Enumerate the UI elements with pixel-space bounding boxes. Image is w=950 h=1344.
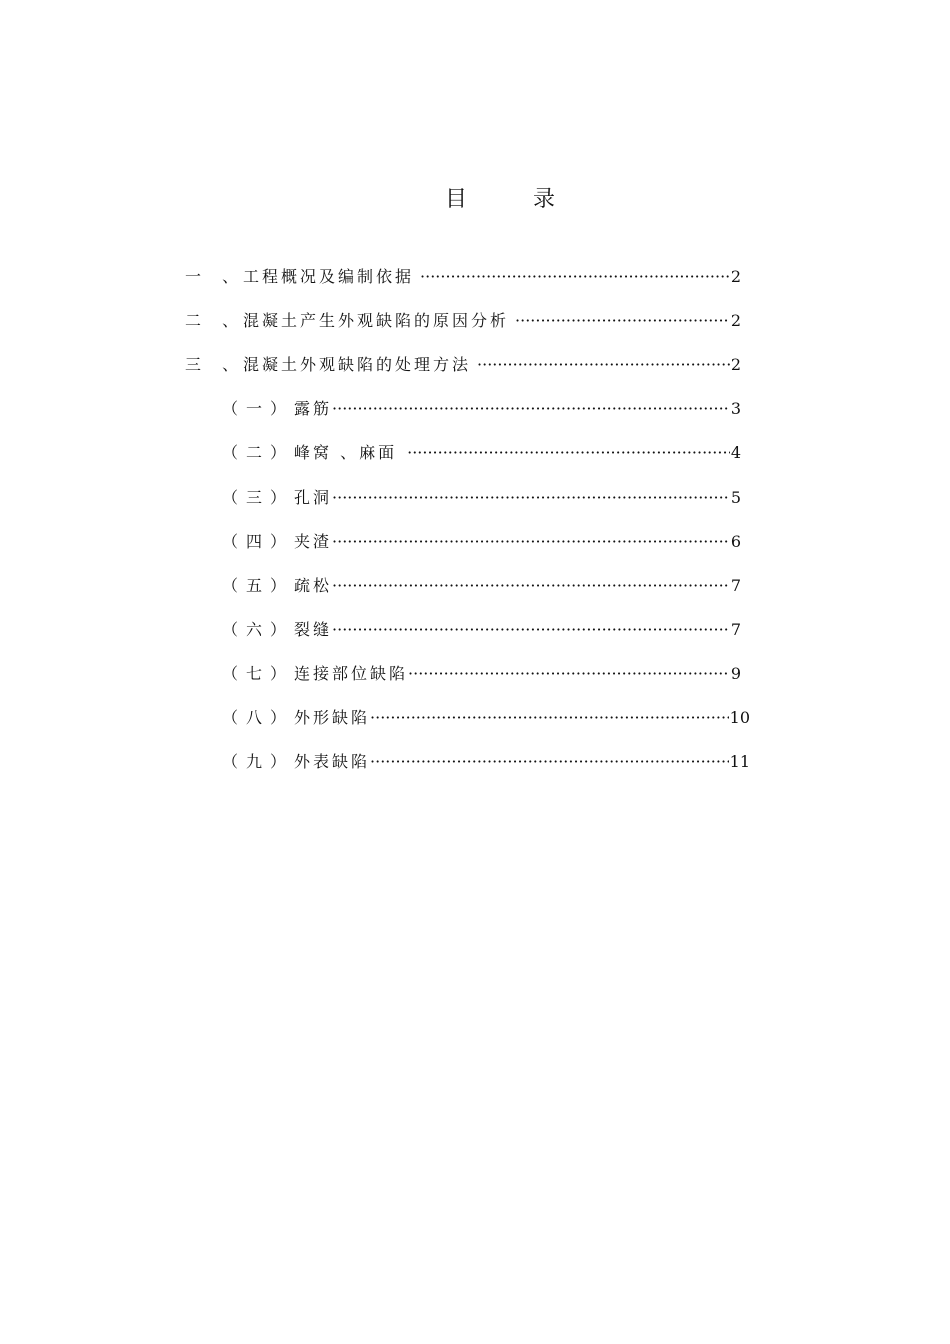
toc-entry-page: 10: [729, 708, 750, 727]
toc-entry-title: 工程概况及编制依据: [243, 267, 415, 286]
toc-entry-title: 外表缺陷: [294, 752, 371, 771]
toc-entry-page: 2: [730, 311, 741, 330]
toc-entry-page: 3: [730, 399, 741, 418]
toc-subentry[interactable]: [222, 396, 741, 422]
toc-leader-dots: [370, 749, 729, 775]
page-title: [0, 183, 950, 217]
toc-entry-title: 夹渣: [294, 532, 333, 551]
toc-leader-dots: [408, 661, 730, 687]
toc-entry-number: （三）: [222, 488, 295, 507]
toc-entry-title: 混凝土外观缺陷的处理方法: [243, 355, 472, 374]
toc-subentry[interactable]: [222, 705, 750, 731]
toc-entry-page: 5: [730, 488, 741, 507]
toc-entry-number: （八）: [222, 708, 295, 727]
toc-entry-title: 峰窝 、麻面: [294, 443, 398, 462]
toc-entry-page: 9: [730, 664, 741, 683]
toc-leader-dots: [332, 396, 730, 422]
toc-entry-title: 外形缺陷: [294, 708, 371, 727]
toc-entry-page: 2: [730, 355, 741, 374]
toc-entry-title: 疏松: [294, 576, 333, 595]
toc-entry[interactable]: [185, 264, 741, 290]
toc-entry-number: （一）: [222, 399, 295, 418]
toc-entry-page: 2: [730, 267, 741, 286]
toc-entry-number: （七）: [222, 664, 295, 683]
toc-entry-page: 7: [730, 620, 741, 639]
toc-subentry[interactable]: [222, 440, 741, 466]
toc-leader-dots: [332, 617, 730, 643]
toc-entry-number: 一 、: [185, 267, 247, 286]
toc-leader-dots: [332, 529, 730, 555]
toc-entry-number: （四）: [222, 532, 295, 551]
toc-entry-title: 混凝土产生外观缺陷的原因分析: [243, 311, 510, 330]
toc-entry-title: 连接部位缺陷: [294, 664, 409, 683]
toc-entry-number: （五）: [222, 576, 295, 595]
toc-entry-number: （六）: [222, 620, 295, 639]
toc-entry-number: （二）: [222, 443, 295, 462]
toc-leader-dots: [420, 264, 730, 290]
toc-leader-dots: [332, 573, 730, 599]
toc-entry-title: 露筋: [294, 399, 333, 418]
toc-entry-title: 裂缝: [294, 620, 333, 639]
toc-entry-number: 二 、: [185, 311, 247, 330]
toc-leader-dots: [477, 352, 730, 378]
toc-entry[interactable]: [185, 308, 741, 334]
toc-subentry[interactable]: [222, 485, 741, 511]
toc-subentry[interactable]: [222, 661, 741, 687]
toc-entry[interactable]: [185, 352, 741, 378]
toc-entry-number: 三 、: [185, 355, 247, 374]
toc-subentry[interactable]: [222, 617, 741, 643]
toc-entry-page: 7: [730, 576, 741, 595]
toc-entry-page: 6: [730, 532, 741, 551]
toc-entry-page: 4: [730, 443, 741, 462]
toc-entry-title: 孔洞: [294, 488, 333, 507]
toc-entry-number: （九）: [222, 752, 295, 771]
toc-leader-dots: [407, 440, 730, 466]
toc-leader-dots: [370, 705, 729, 731]
toc-entry-page: 11: [729, 752, 750, 771]
toc-subentry[interactable]: [222, 529, 741, 555]
toc-leader-dots: [332, 485, 730, 511]
toc-subentry[interactable]: [222, 749, 750, 775]
title-char-right: 录: [533, 187, 556, 212]
toc-subentry[interactable]: [222, 573, 741, 599]
title-char-left: 目: [445, 187, 468, 212]
toc-leader-dots: [515, 308, 730, 334]
